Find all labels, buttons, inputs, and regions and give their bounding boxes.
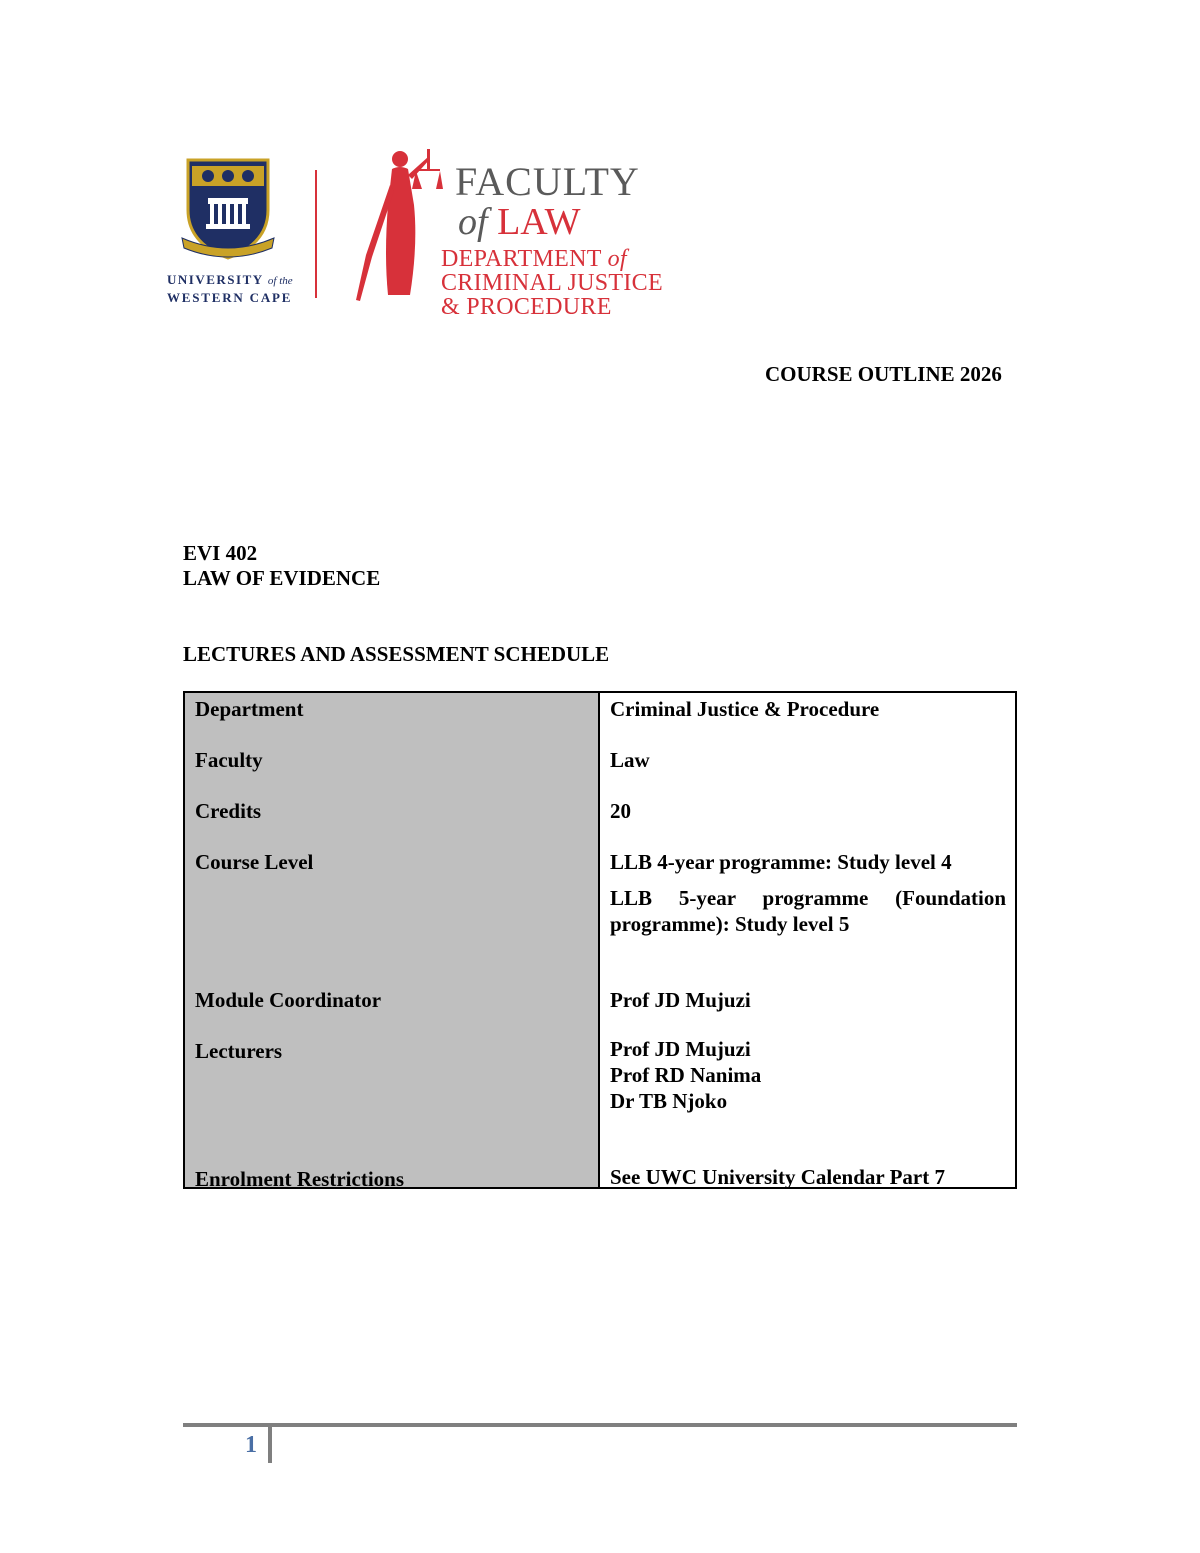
department-line3: & PROCEDURE <box>441 294 612 320</box>
department-line2: CRIMINAL JUSTICE <box>441 270 663 296</box>
value-course-level-5yr: LLB 5-year programme (Foundation programme): Study level 5 <box>610 886 1006 936</box>
lecturer-item: Prof JD Mujuzi <box>610 1037 751 1061</box>
label-department: Department <box>195 697 304 721</box>
faculty-subtitle: of LAW <box>458 201 581 243</box>
value-lecturers <box>610 1036 761 1114</box>
lady-justice-icon <box>348 145 443 305</box>
page-number: 1 <box>245 1432 257 1458</box>
faculty-title: FACULTY <box>455 159 640 204</box>
label-enrolment-restrictions: Enrolment Restrictions <box>195 1167 405 1191</box>
footer-vertical-bar <box>268 1427 272 1463</box>
value-column <box>600 693 1015 1187</box>
value-department: Criminal Justice & Procedure <box>610 697 880 721</box>
label-faculty: Faculty <box>195 748 263 772</box>
course-name: LAW OF EVIDENCE <box>183 566 381 590</box>
footer-rule <box>183 1423 1017 1427</box>
label-lecturers: Lecturers <box>195 1039 283 1063</box>
course-info-table <box>183 691 1017 1189</box>
value-course-level-4yr: LLB 4-year programme: Study level 4 <box>610 850 952 874</box>
label-module-coordinator: Module Coordinator <box>195 988 382 1012</box>
lecturer-item: Prof RD Nanima <box>610 1063 762 1087</box>
course-code: EVI 402 <box>183 541 258 565</box>
lecturer-item: Dr TB Njoko <box>610 1089 728 1113</box>
schedule-title: LECTURES AND ASSESSMENT SCHEDULE <box>183 642 610 666</box>
logo-divider <box>315 170 317 298</box>
value-module-coordinator: Prof JD Mujuzi <box>610 988 751 1012</box>
value-credits: 20 <box>610 799 631 823</box>
department-line1: DEPARTMENT of <box>441 246 627 272</box>
university-name-line1: UNIVERSITY of the <box>167 272 293 287</box>
value-faculty: Law <box>610 748 650 772</box>
label-credits: Credits <box>195 799 262 823</box>
course-outline-title: COURSE OUTLINE 2026 <box>765 362 1002 386</box>
university-name-line2: WESTERN CAPE <box>167 290 293 305</box>
value-enrolment-restrictions: See UWC University Calendar Part 7 <box>610 1165 945 1189</box>
label-column <box>185 693 600 1191</box>
label-course-level: Course Level <box>195 850 314 874</box>
university-crest-icon <box>180 158 276 262</box>
